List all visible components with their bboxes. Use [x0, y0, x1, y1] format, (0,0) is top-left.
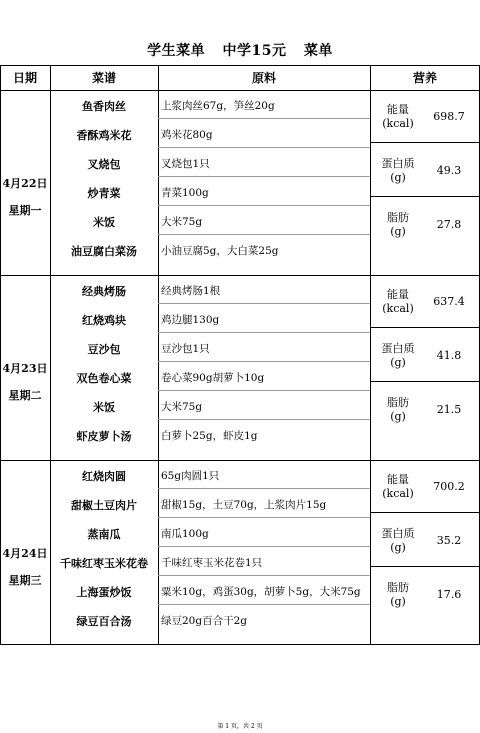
- ingredient-row-divider: [158, 604, 370, 605]
- ingredient-text: 叉烧包1只: [161, 158, 210, 170]
- ingredient-text: 鸡边腿130g: [161, 314, 220, 326]
- dish-name: 甜椒土豆肉片: [71, 499, 137, 512]
- nutrition-unit: (g): [390, 225, 406, 238]
- ingredient-text: 豆沙包1只: [161, 343, 210, 355]
- column-divider-ingredients: [370, 65, 371, 645]
- dish-name: 红烧鸡块: [82, 314, 126, 327]
- nutrition-name: 脂肪: [387, 211, 409, 224]
- ingredient-row-divider: [158, 517, 370, 518]
- nutrition-name: 蛋白质: [381, 527, 415, 540]
- nutrition-unit: (g): [390, 595, 406, 608]
- ingredient-row-divider: [158, 176, 370, 177]
- header-dish: 菜谱: [91, 71, 116, 85]
- nutrition-divider: [370, 327, 480, 328]
- ingredient-text: 青菜100g: [161, 187, 209, 199]
- table-border-bottom: [0, 644, 480, 645]
- dish-name: 米饭: [93, 216, 115, 229]
- nutrition-label: [377, 211, 419, 239]
- nutrition-value: 21.5: [436, 403, 462, 416]
- nutrition-unit: (g): [390, 410, 406, 423]
- nutrition-name: 蛋白质: [381, 157, 415, 170]
- nutrition-value: 35.2: [436, 534, 462, 547]
- dish-name: 上海蛋炒饭: [76, 586, 132, 599]
- dish-name: 虾皮萝卜汤: [76, 430, 132, 443]
- ingredient-text: 大米75g: [161, 401, 203, 413]
- nutrition-name: 能量: [387, 473, 409, 486]
- nutrition-divider: [370, 512, 480, 513]
- dish-name: 叉烧包: [87, 158, 121, 171]
- day-divider: [0, 460, 480, 461]
- table-border-top: [0, 65, 480, 66]
- nutrition-unit: (kcal): [382, 117, 414, 130]
- day-weekday: 星期一: [8, 204, 42, 217]
- dish-name: 豆沙包: [87, 343, 121, 356]
- ingredient-row-divider: [158, 234, 370, 235]
- ingredient-text: 绿豆20g百合干2g: [161, 615, 247, 627]
- dish-name: 油豆腐白菜汤: [71, 245, 137, 258]
- nutrition-value: 27.8: [436, 218, 462, 231]
- nutrition-divider: [370, 566, 480, 567]
- nutrition-label: [377, 581, 419, 609]
- ingredient-text: 南瓜100g: [161, 528, 209, 540]
- nutrition-unit: (g): [390, 541, 406, 554]
- title-part-2: 中学15元: [222, 43, 287, 59]
- page-title: [0, 40, 480, 60]
- ingredient-text: 粟米10g，鸡蛋30g，胡萝卜5g，大米75g: [161, 586, 361, 598]
- nutrition-unit: (g): [390, 356, 406, 369]
- nutrition-unit: (kcal): [382, 487, 414, 500]
- dish-name: 千味红枣玉米花卷: [60, 557, 148, 570]
- nutrition-label: [377, 396, 419, 424]
- nutrition-value: 700.2: [433, 480, 465, 493]
- nutrition-value: 41.8: [436, 349, 462, 362]
- ingredient-row-divider: [158, 303, 370, 304]
- nutrition-label: [377, 157, 419, 185]
- nutrition-name: 脂肪: [387, 396, 409, 409]
- day-weekday: 星期二: [8, 389, 42, 402]
- ingredient-text: 卷心菜90g胡萝卜10g: [161, 372, 265, 384]
- dish-name: 绿豆百合汤: [76, 615, 132, 628]
- title-part-1: 学生菜单: [147, 43, 206, 59]
- ingredient-row-divider: [158, 390, 370, 391]
- nutrition-divider: [370, 381, 480, 382]
- nutrition-value: 49.3: [436, 164, 462, 177]
- day-date: 4月23日: [2, 362, 48, 375]
- dish-name: 鱼香肉丝: [82, 100, 126, 113]
- page-footer: 第 1 页，共 2 页: [217, 723, 263, 730]
- ingredient-row-divider: [158, 575, 370, 576]
- day-weekday: 星期三: [8, 574, 42, 587]
- nutrition-label: [377, 288, 419, 316]
- ingredient-text: 白萝卜25g，虾皮1g: [161, 430, 258, 442]
- header-divider: [0, 90, 480, 91]
- nutrition-unit: (kcal): [382, 302, 414, 315]
- nutrition-label: [377, 342, 419, 370]
- dish-name: 红烧肉圆: [82, 470, 126, 483]
- header-nutrition: 营养: [412, 71, 437, 85]
- ingredient-row-divider: [158, 419, 370, 420]
- ingredient-text: 上浆肉丝67g，笋丝20g: [161, 100, 275, 112]
- ingredient-row-divider: [158, 147, 370, 148]
- menu-table: [0, 65, 480, 645]
- ingredient-row-divider: [158, 205, 370, 206]
- header-ingredients: 原料: [251, 71, 276, 85]
- dish-name: 双色卷心菜: [76, 372, 132, 385]
- day-date: 4月22日: [2, 177, 48, 190]
- ingredient-text: 65g肉圆1只: [161, 470, 220, 482]
- column-divider-dish: [158, 65, 159, 645]
- ingredient-text: 千味红枣玉米花卷1只: [161, 557, 263, 569]
- nutrition-name: 蛋白质: [381, 342, 415, 355]
- ingredient-text: 小油豆腐5g，大白菜25g: [161, 245, 279, 257]
- day-divider: [0, 275, 480, 276]
- dish-name: 香酥鸡米花: [76, 129, 132, 142]
- nutrition-label: [377, 473, 419, 501]
- ingredient-row-divider: [158, 361, 370, 362]
- ingredient-text: 甜椒15g，土豆70g，上浆肉片15g: [161, 499, 327, 511]
- title-part-3: 菜单: [303, 43, 333, 59]
- nutrition-name: 能量: [387, 288, 409, 301]
- nutrition-name: 脂肪: [387, 581, 409, 594]
- day-date: 4月24日: [2, 547, 48, 560]
- nutrition-value: 17.6: [436, 588, 462, 601]
- nutrition-value: 698.7: [433, 110, 465, 123]
- nutrition-label: [377, 527, 419, 555]
- dish-name: 蒸南瓜: [87, 528, 121, 541]
- dish-name: 经典烤肠: [82, 285, 126, 298]
- dish-name: 米饭: [93, 401, 115, 414]
- header-date: 日期: [12, 71, 37, 85]
- ingredient-row-divider: [158, 332, 370, 333]
- nutrition-label: [377, 103, 419, 131]
- ingredient-text: 经典烤肠1根: [161, 285, 221, 297]
- nutrition-value: 637.4: [433, 295, 465, 308]
- ingredient-text: 鸡米花80g: [161, 129, 213, 141]
- nutrition-name: 能量: [387, 103, 409, 116]
- nutrition-divider: [370, 196, 480, 197]
- ingredient-text: 大米75g: [161, 216, 203, 228]
- ingredient-row-divider: [158, 546, 370, 547]
- nutrition-unit: (g): [390, 171, 406, 184]
- ingredient-row-divider: [158, 118, 370, 119]
- ingredient-row-divider: [158, 488, 370, 489]
- nutrition-divider: [370, 142, 480, 143]
- dish-name: 炒青菜: [87, 187, 121, 200]
